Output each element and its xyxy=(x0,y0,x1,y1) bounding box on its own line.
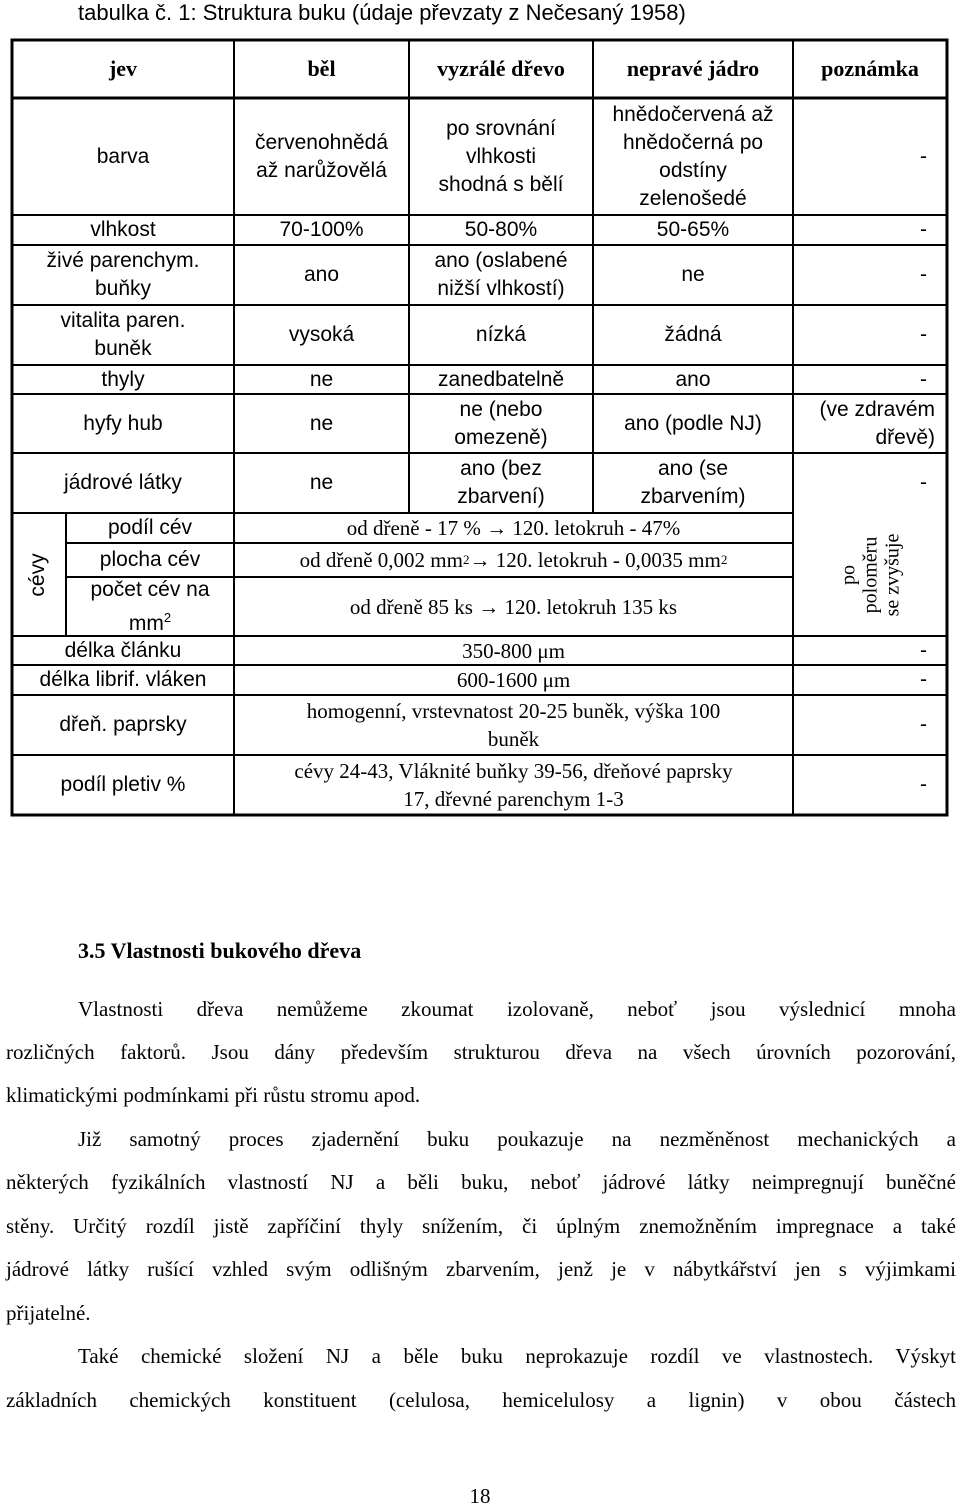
row-paprsky-label: dřeň. paprsky xyxy=(59,713,187,736)
value-part: → 120. letokruh - 0,0035 mm xyxy=(469,548,721,572)
cell-line: zbarvení) xyxy=(457,485,545,508)
cell-line: omezeně) xyxy=(454,425,548,449)
header-bel: běl xyxy=(307,56,336,81)
row-vlhkost-vyzrale: 50-80% xyxy=(464,218,538,241)
cell-line: ne (nebo xyxy=(459,397,543,421)
row-vitalita-label xyxy=(12,305,234,365)
table-caption: tabulka č. 1: Struktura buku (údaje převzaty z Nečesaný 1958) xyxy=(78,0,686,25)
row-podil-cev-value: od dřeně - 17 % → 120. letokruh - 47% xyxy=(346,516,681,540)
superscript: 2 xyxy=(720,552,728,567)
superscript: 2 xyxy=(462,552,470,567)
cell-line: červenohnědá xyxy=(254,130,389,154)
cell-line: dřevě) xyxy=(875,425,935,449)
cell-line: (ve zdravém xyxy=(819,397,935,421)
row-hyfy-bel: ne xyxy=(309,411,334,435)
body-line: Již samotný proces zjadernění buku poukazuje na nezměněnost mechanických a xyxy=(78,1127,956,1151)
body-line: přijatelné. xyxy=(6,1301,91,1325)
cell-line xyxy=(129,604,171,638)
row-barva-vyzrale xyxy=(409,98,593,215)
cell-line: ano (oslabené xyxy=(434,249,568,272)
row-hyfy-label: hyfy hub xyxy=(83,411,163,435)
cevy-group-label: cévy xyxy=(26,553,49,597)
cell-line: zbarvením) xyxy=(640,485,746,508)
row-vlhkost-jadro: 50-65% xyxy=(656,218,730,241)
cell-line: ano (se xyxy=(657,457,729,480)
page-number: 18 xyxy=(469,1484,491,1508)
row-delka-clanku-value: 350-800 μm xyxy=(462,638,565,663)
cell-line: až narůžovělá xyxy=(256,158,387,182)
cell-line: hnědočerná po xyxy=(622,130,764,154)
row-thyly-jadro: ano xyxy=(675,367,711,391)
row-delka-vlaken-value: 600-1600 μm xyxy=(456,668,571,692)
row-delka-vlaken-note: - xyxy=(920,668,927,691)
row-thyly-label: thyly xyxy=(101,367,145,391)
row-vitalita-vyzrale: nízká xyxy=(475,323,527,346)
cell-line: vlhkosti xyxy=(465,144,537,168)
body-line: Také chemické složení NJ a běle buku neprokazuje rozdíl ve vlastnostech. Výskyt xyxy=(78,1344,956,1368)
body-line: základních chemických konstituent (celulosa, hemicelulosy a lignin) v obou částech xyxy=(6,1388,956,1412)
row-thyly-note: - xyxy=(920,367,927,391)
row-pletiva-label: podíl pletiv % xyxy=(60,773,186,796)
cell-line: vitalita paren. xyxy=(60,309,186,332)
row-vlhkost-note: - xyxy=(920,218,927,241)
row-delka-clanku-label: délka článku xyxy=(64,638,182,662)
body-line: Vlastnosti dřeva nemůžeme zkoumat izolovaně, neboť jsou výslednicí mnoha xyxy=(78,997,956,1021)
cell-line: počet cév na xyxy=(90,577,210,601)
row-barva-bel xyxy=(234,98,409,215)
cell-line: po srovnání xyxy=(446,116,556,140)
row-hyfy-note xyxy=(793,394,947,453)
value-part: od dřeně 0,002 mm xyxy=(299,548,463,572)
header-poznamka: poznámka xyxy=(821,56,919,81)
row-parenchym-jadro: ne xyxy=(681,263,705,286)
cell-line: zelenošedé xyxy=(639,186,747,210)
cell-line: odstíny xyxy=(659,158,727,182)
row-jadrove-note: - xyxy=(920,471,927,494)
row-parenchym-label xyxy=(12,245,234,305)
row-vitalita-jadro: žádná xyxy=(664,323,722,346)
cell-line: poloměru xyxy=(858,536,881,613)
cell-line: buněk xyxy=(94,337,152,360)
row-jadrove-jadro xyxy=(593,453,793,513)
body-line: stěny. Určitý rozdíl jistě zapříčiní thyly snížením, či úplným znemožněním impregnace a také xyxy=(6,1214,956,1238)
row-parenchym-note: - xyxy=(920,263,927,286)
section-heading: 3.5 Vlastnosti bukového dřeva xyxy=(78,938,362,963)
cell-line: nižší vlhkostí) xyxy=(437,277,565,300)
cell-line: shodná s bělí xyxy=(438,172,564,196)
superscript: 2 xyxy=(163,609,172,625)
row-podil-cev-label: podíl cév xyxy=(107,516,193,539)
header-vyzrale-drevo: vyzrálé dřevo xyxy=(437,56,565,81)
body-line: klimatickými podmínkami při růstu stromu apod. xyxy=(6,1083,421,1107)
row-plocha-cev-value xyxy=(234,543,793,577)
body-line: některých fyzikálních vlastností NJ a běli buku, neboť jádrové látky neimpregnují buněčné xyxy=(6,1170,956,1194)
cell-line: živé parenchym. xyxy=(46,249,200,272)
row-jadrove-vyzrale xyxy=(409,453,593,513)
cell-line: homogenní, vrstevnatost 20-25 buněk, výška 100 xyxy=(306,699,721,723)
cell-line: 17, dřevné parenchym 1-3 xyxy=(403,787,624,811)
row-jadrove-label: jádrové látky xyxy=(64,471,182,494)
row-paprsky-note: - xyxy=(920,713,927,736)
row-barva-jadro xyxy=(593,98,793,215)
cell-line: buňky xyxy=(94,277,152,300)
row-thyly-bel: ne xyxy=(309,367,334,391)
row-delka-vlaken-label: délka librif. vláken xyxy=(39,668,207,691)
cell-line: hnědočervená až xyxy=(612,102,774,126)
row-barva-label: barva xyxy=(96,144,150,168)
row-parenchym-vyzrale xyxy=(409,245,593,305)
header-jev: jev xyxy=(108,56,138,81)
row-pocet-cev-label xyxy=(66,577,234,636)
row-pocet-cev-value: od dřeně 85 ks → 120. letokruh 135 ks xyxy=(349,594,678,619)
row-parenchym-bel: ano xyxy=(303,263,340,286)
row-vitalita-note: - xyxy=(920,323,927,346)
cell-line: buněk xyxy=(487,727,540,751)
row-barva-note: - xyxy=(920,144,927,168)
row-delka-clanku-note: - xyxy=(920,638,927,662)
cell-line: po xyxy=(836,564,859,585)
row-thyly-vyzrale: zanedbatelně xyxy=(437,367,565,391)
row-jadrove-bel: ne xyxy=(309,471,334,494)
cell-line: se zvyšuje xyxy=(880,533,903,616)
header-neprave-jadro: nepravé jádro xyxy=(626,56,760,81)
row-pletiva-note: - xyxy=(920,773,927,796)
row-pletiva-value xyxy=(234,755,793,815)
body-line: jádrové látky rušící vzhled svým odlišným zbarvením, jenž je v nábytkářství jen s výjimkami xyxy=(6,1257,956,1281)
row-plocha-cev-label: plocha cév xyxy=(99,548,201,571)
row-hyfy-jadro: ano (podle NJ) xyxy=(624,411,762,435)
row-paprsky-value xyxy=(234,695,793,755)
row-hyfy-vyzrale xyxy=(409,394,593,453)
unit-text: mm xyxy=(128,611,164,635)
cevy-note xyxy=(793,513,947,636)
body-line: rozličných faktorů. Jsou dány především strukturou dřeva na všech úrovních pozorování, xyxy=(6,1040,956,1064)
row-vlhkost-label: vlhkost xyxy=(90,218,156,241)
row-vlhkost-bel: 70-100% xyxy=(279,218,364,241)
cell-line: ano (bez xyxy=(460,457,542,480)
cell-line: cévy 24-43, Vláknité buňky 39-56, dřeňové paprsky xyxy=(294,759,733,783)
row-vitalita-bel: vysoká xyxy=(288,323,355,346)
